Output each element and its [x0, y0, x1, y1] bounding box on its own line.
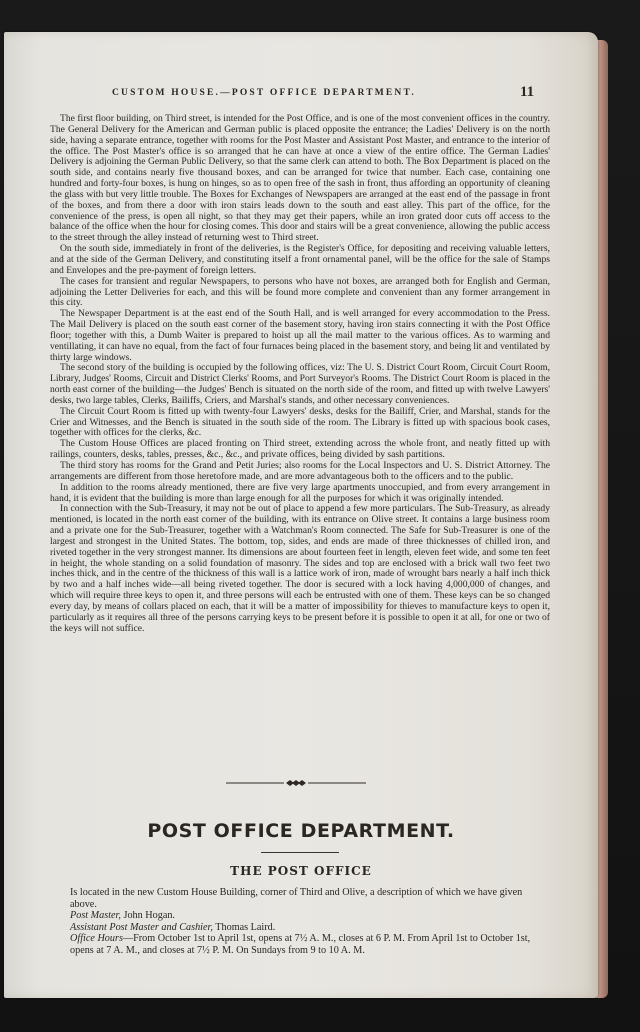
ornament-divider — [226, 778, 366, 788]
assistant-name: Thomas Laird. — [215, 921, 276, 933]
post-master-line — [50, 910, 550, 922]
book-page — [4, 32, 598, 998]
office-hours-text: —From October 1st to April 1st, opens at 7½ A. M., closes at 6 P. M. From April 1st to October 1st, opens at 7 A. M., and closes at 7½ P. M. On Sundays from 9 to 10 A. M. — [70, 933, 531, 956]
post-office-info — [50, 887, 550, 957]
paragraph: The first floor building, on Third street, is intended for the Post Office, and is one of the most convenient offices in the country. The General Delivery for the American and German public is placed opposite the entrance; the Ladies' Delivery is on the north side, having a separate entrance, together with rooms for the Post Master and Assistant Post Master, and entrance to the interior of the office. The Post Master's office is so arranged that he can have at once a view of the entire office. The German Ladies' Delivery is adjoining the German Public Delivery, so that the same clerk can attend to both. The Box Department is placed on the south side, and contains nearly five thousand boxes, and can be arranged for twice that number. Each case, containing one hundred and forty-four boxes, is hung on hinges, so as to open free of the sash in front, thus affording an opportunity of cleaning the glass with but very little trouble. The Boxes for Exchanges of Newspapers are arranged at the east end of the passage in front of the boxes, and from there a door with iron stairs leads down to the south and east alley. This part of the office, for the convenience of the press, is open all night, so that they may get their papers, while an iron grated door cuts off access to the balance of the office when the hour for closing comes. This door and stairs will be a great convenience, allowing the public access to the street through the alley instead of returning west to Third street. — [50, 113, 550, 244]
post-master-name: John Hogan. — [123, 910, 175, 922]
office-hours-label: Office Hours — [70, 933, 123, 945]
paragraph: In connection with the Sub-Treasury, it may not be out of place to append a few more particulars. The Sub-Treasury, as already mentioned, is located in the north east corner of the building, with its entrance on Olive street. It contains a large business room and a private one for the Sub-Treasurer, together with a Watchman's Room connected. The Safe for Sub-Treasurer is one of the largest and strongest in the United States. The bottom, top, sides, and ends are made of three thicknesses of chilled iron, and riveted together in the very strongest manner. Its dimensions are about fourteen feet in length, eleven feet wide, and some ten feet in height, the whole standing on a solid foundation of masonry. The sides and top are enclosed with a brick wall two feet two inches thick, and in the centre of the thickness of this wall is a lattice work of iron, made of wrought bars nearly a half inch thick by two and a half inches wide—all being riveted together. The door is secured with a lock having 4,000,000 of changes, and which will require three keys to open it, and three persons will each be entrusted with one of them. These keys can be so changed every day, by means of collars placed on each, that it will be a matter of impossibility for thieves to manufacture keys to open it, particularly as it requires all three of the persons carrying keys to be present before it is possible to open it at all, for one or two of the keys will not suffice. — [50, 503, 550, 634]
paragraph: The Custom House Offices are placed fronting on Third street, extending across the whole front, and neatly fitted up with railings, counters, desks, tables, presses, &c., &c., and private offices, being divided by sash partitions. — [50, 438, 550, 461]
paragraph: The Circuit Court Room is fitted up with twenty-four Lawyers' desks, desks for the Bailiff, Crier, and Marshal, stands for the Crier and Witnesses, and the Bench is situated in the south side of the room. The Library is fitted up with spacious book cases, together with offices for the clerks, &c. — [50, 405, 550, 439]
office-hours-line — [50, 933, 550, 956]
paragraph: In addition to the rooms already mentioned, there are five very large apartments unoccupied, and from every arrangement in hand, it is evident that the building is more than large enough for all the purposes for which it was originally intended. — [50, 481, 550, 504]
paragraph: The cases for transient and regular Newspapers, to persons who have not boxes, are arranged both for English and German, adjoining the Letter Deliveries for each, and this will be found more complete and convenient than any former arrangement in this city. — [50, 275, 550, 309]
title-rule — [261, 852, 339, 853]
paragraph: The second story of the building is occupied by the following offices, viz: The U. S. District Court Room, Circuit Court Room, Library, Judges' Rooms, Circuit and District Clerks' Rooms, and Port Surveyor's Rooms. The District Court Room is placed in the north east corner of the building—the Judges' Bench is situated on the north side of the room, and fitted up with twelve Lawyers' desks, two large tables, Clerks, Bailiffs, Criers, and Marshal's stands, and other necessary conveniences. — [50, 362, 550, 406]
paragraph: The Newspaper Department is at the east end of the South Hall, and is well arranged for every accommodation to the Press. The Mail Delivery is placed on the south east corner of the basement story, having iron stairs connecting it with the Post Office floor; together with this, a Dumb Waiter is prepared to hoist up all the mail matter to the various offices. As to warming and ventillating, it can have no equal, from the fact of four furnaces being placed in the basement story, and being lit and ventilated by thirty large windows. — [50, 308, 550, 363]
page-header — [4, 84, 598, 108]
body-text — [50, 114, 550, 635]
paragraph: On the south side, immediately in front of the deliveries, is the Register's Office, for depositing and receiving valuable letters, and at the side of the German Delivery, and constituting itself a front ornamental panel, will be the office for the sale of Stamps and Envelopes and the pre-payment of foreign letters. — [50, 243, 550, 276]
assistant-line — [50, 922, 550, 934]
running-head: CUSTOM HOUSE.—POST OFFICE DEPARTMENT. — [112, 88, 416, 98]
page-number: 11 — [520, 84, 535, 100]
section-title: POST OFFICE DEPARTMENT. — [147, 820, 455, 842]
subsection-title: THE POST OFFICE — [230, 864, 372, 878]
assistant-label: Assistant Post Master and Cashier, — [70, 921, 213, 933]
post-office-intro: Is located in the new Custom House Building, corner of Third and Olive, a description of which we have given above. — [70, 887, 523, 910]
post-master-label: Post Master, — [70, 910, 121, 922]
paragraph: The third story has rooms for the Grand and Petit Juries; also rooms for the Local Inspectors and U. S. District Attorney. The arrangements are different from those heretofore made, and are more advantageous both to the officers and to the public. — [50, 460, 550, 482]
